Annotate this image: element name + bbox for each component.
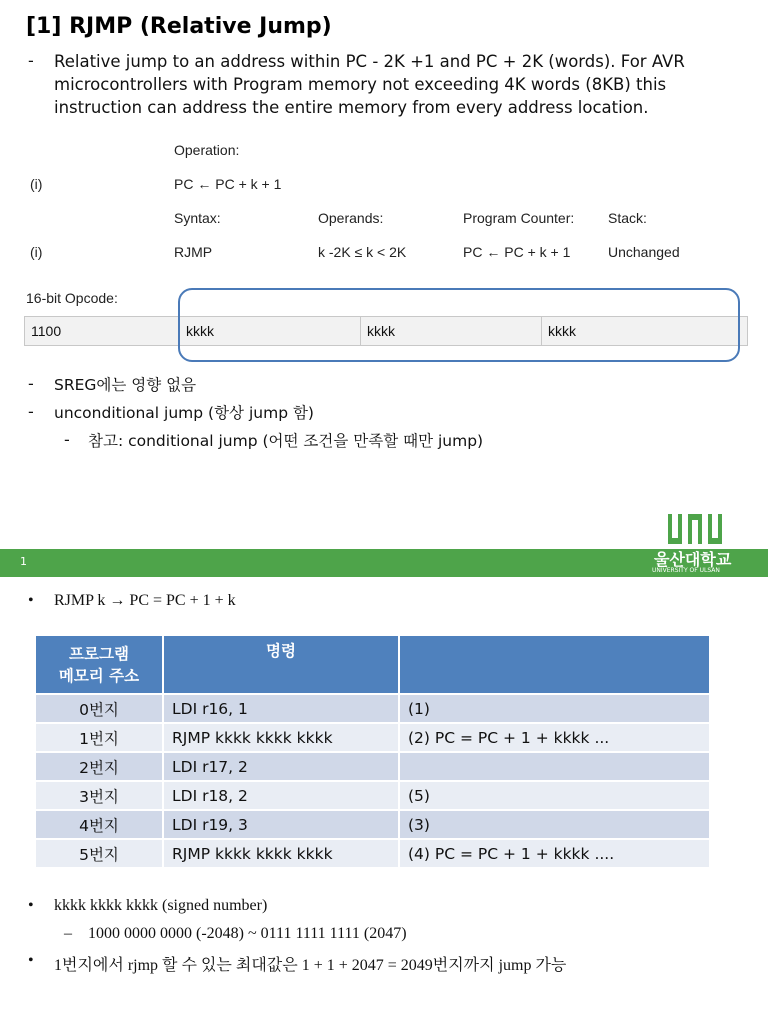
- header-note: [399, 635, 710, 694]
- max-jump-note: 1번지에서 rjmp 할 수 있는 최대값은 1 + 1 + 2047 = 2049번지까지 jump 가능: [54, 957, 567, 974]
- opcode-cell: 1100: [25, 317, 180, 346]
- header-instruction: 명령: [163, 635, 399, 694]
- opcode-label: 16-bit Opcode:: [26, 290, 118, 306]
- instruction-cell: LDI r16, 1: [163, 694, 399, 723]
- operation-label: Operation:: [174, 142, 240, 158]
- university-logo-subtext: UNIVERSITY OF ULSAN: [652, 567, 720, 574]
- table-row: [35, 781, 710, 810]
- university-logo-icon: [668, 514, 722, 544]
- signed-number-note: kkkk kkkk kkkk (signed number): [54, 897, 268, 914]
- bullet-dot: •: [28, 952, 34, 969]
- program-counter-label: Program Counter:: [463, 210, 575, 226]
- address-cell: 3번지: [35, 781, 163, 810]
- syntax-index: (i): [30, 244, 43, 260]
- address-cell: 4번지: [35, 810, 163, 839]
- note-cell: (4) PC = PC + 1 + kkkk ....: [399, 839, 710, 868]
- university-logo-text: 울산대학교: [654, 550, 732, 569]
- slide-title: [1] RJMP (Relative Jump): [26, 14, 332, 39]
- operands-label: Operands:: [318, 210, 384, 226]
- instruction-cell: LDI r18, 2: [163, 781, 399, 810]
- instruction-cell: RJMP kkkk kkkk kkkk: [163, 723, 399, 752]
- table-row: [35, 810, 710, 839]
- opcode-cell: kkkk: [361, 317, 542, 346]
- syntax-label: Syntax:: [174, 210, 221, 226]
- instruction-cell: LDI r19, 3: [163, 810, 399, 839]
- bullet-dash: -: [28, 402, 34, 421]
- address-cell: 5번지: [35, 839, 163, 868]
- syntax-value: RJMP: [174, 244, 213, 260]
- k-bits-highlight: [178, 288, 740, 362]
- rjmp-equation: RJMP k → PC = PC + 1 + k: [54, 592, 236, 609]
- sub-dash: –: [64, 925, 72, 942]
- instruction-description: Relative jump to an address within PC - 2K +1 and PC + 2K (words). For AVR microcontrollers with Program memory not exceeding 4K words (8KB) this instruction can address the entire memory from every address location.: [54, 52, 685, 117]
- note-unconditional: unconditional jump (항상 jump 함): [54, 404, 314, 422]
- stack-label: Stack:: [608, 210, 647, 226]
- note-sreg: SREG에는 영향 없음: [54, 376, 197, 394]
- opcode-cell: kkkk: [542, 317, 748, 346]
- header-address: 프로그램 메모리 주소: [35, 635, 163, 694]
- note-cell: (5): [399, 781, 710, 810]
- note-cell: [399, 752, 710, 781]
- address-cell: 0번지: [35, 694, 163, 723]
- table-row: [35, 694, 710, 723]
- slide-number: 1: [20, 555, 27, 568]
- note-conditional: 참고: conditional jump (어떤 조건을 만족할 때만 jump): [88, 432, 484, 450]
- program-memory-table: [34, 634, 711, 869]
- bullet-dash: -: [64, 430, 70, 449]
- bullet-dash: -: [28, 51, 34, 70]
- instruction-cell: LDI r17, 2: [163, 752, 399, 781]
- bullet-dash: -: [28, 374, 34, 393]
- table-row: [35, 723, 710, 752]
- bullet-dot: •: [28, 897, 34, 914]
- table-row: [35, 752, 710, 781]
- range-note: 1000 0000 0000 (-2048) ~ 0111 1111 1111 (2047): [88, 925, 407, 942]
- table-row: [35, 839, 710, 868]
- note-cell: (1): [399, 694, 710, 723]
- address-cell: 1번지: [35, 723, 163, 752]
- program-counter-value: PC ← PC + k + 1: [463, 244, 571, 260]
- bullet-dot: •: [28, 592, 34, 609]
- opcode-cell: kkkk: [180, 317, 361, 346]
- stack-value: Unchanged: [608, 244, 680, 260]
- operands-value: k -2K ≤ k < 2K: [318, 244, 407, 260]
- note-cell: (2) PC = PC + 1 + kkkk ...: [399, 723, 710, 752]
- operation-formula: PC ← PC + k + 1: [174, 176, 282, 192]
- instruction-cell: RJMP kkkk kkkk kkkk: [163, 839, 399, 868]
- operation-index: (i): [30, 176, 43, 192]
- note-cell: (3): [399, 810, 710, 839]
- address-cell: 2번지: [35, 752, 163, 781]
